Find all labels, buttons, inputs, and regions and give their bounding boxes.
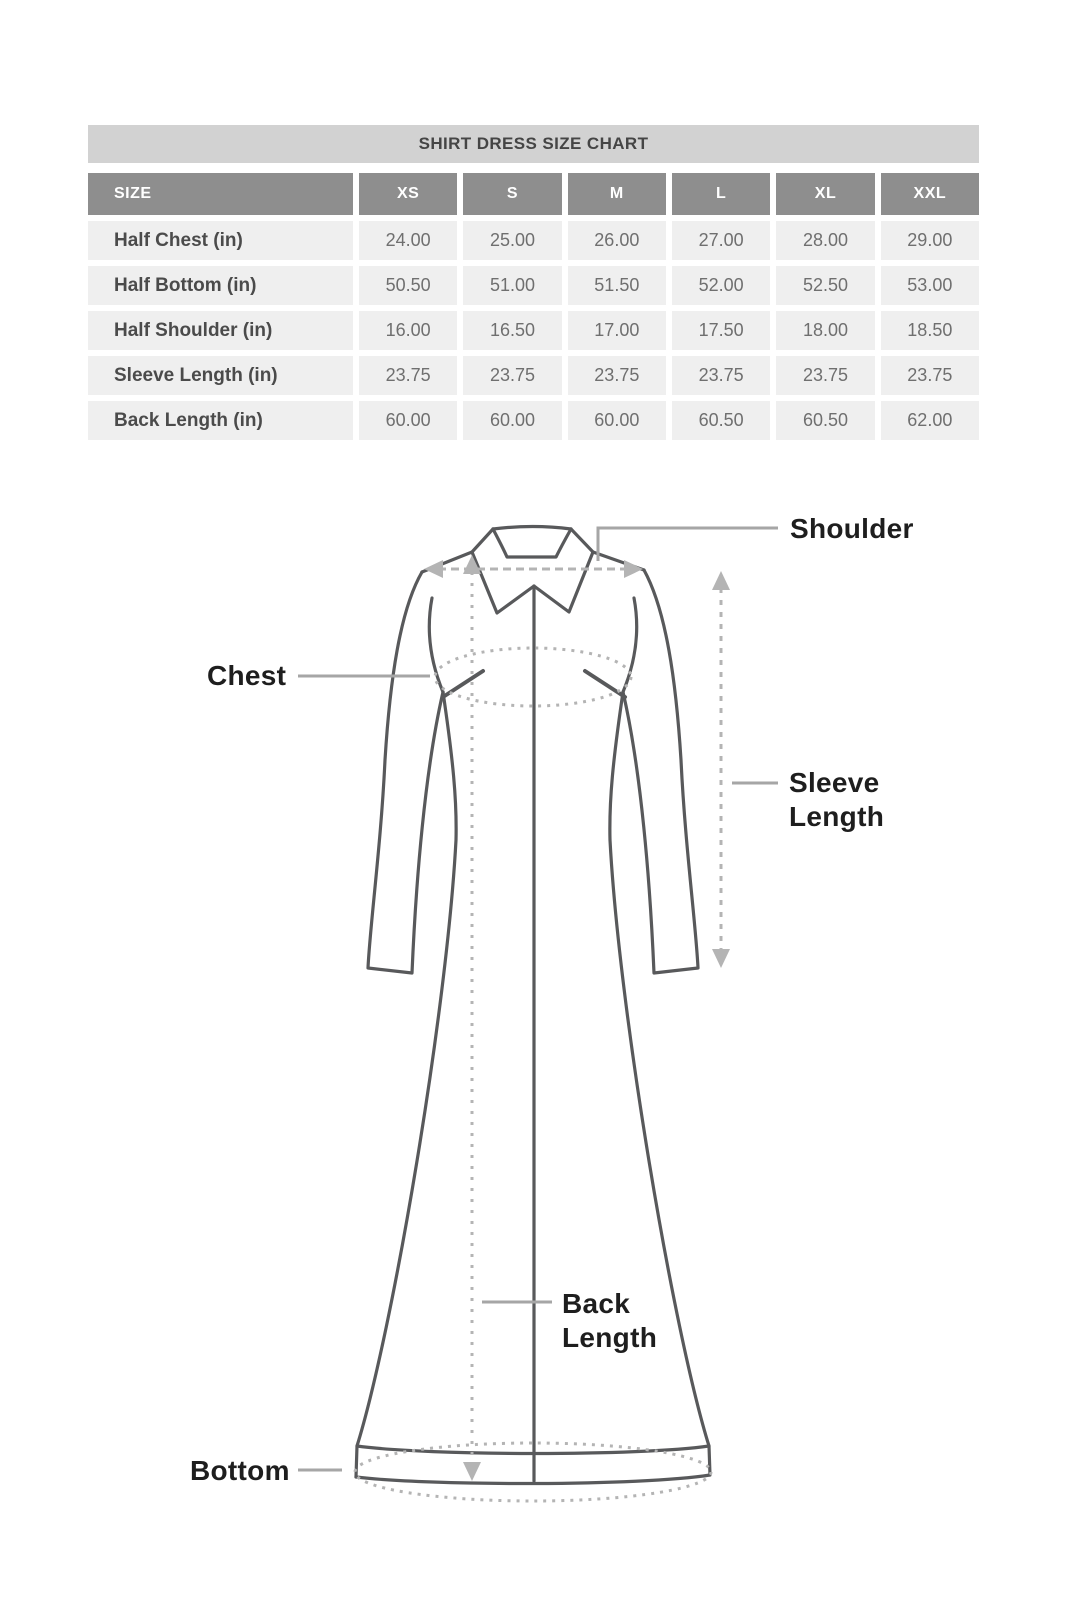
table-cell: 18.00 <box>776 311 874 350</box>
body-right-seam <box>610 692 710 1475</box>
row-label-half-shoulder: Half Shoulder (in) <box>88 311 353 350</box>
table-cell: 52.50 <box>776 266 874 305</box>
table-cell: 62.00 <box>881 401 979 440</box>
left-sleeve <box>368 572 443 973</box>
table-cell: 23.75 <box>881 356 979 395</box>
collar-top <box>493 527 571 530</box>
table-cell: 60.50 <box>672 401 770 440</box>
table-cell: 51.50 <box>568 266 666 305</box>
table-cell: 17.00 <box>568 311 666 350</box>
right-sleeve <box>623 570 698 973</box>
table-cell: 60.50 <box>776 401 874 440</box>
table-cell: 60.00 <box>568 401 666 440</box>
left-armhole <box>429 598 443 692</box>
row-label-half-bottom: Half Bottom (in) <box>88 266 353 305</box>
table-cell: 51.00 <box>463 266 561 305</box>
table-cell: 23.75 <box>463 356 561 395</box>
table-cell: 23.75 <box>568 356 666 395</box>
chart-title: SHIRT DRESS SIZE CHART <box>88 125 979 163</box>
table-cell: 24.00 <box>359 221 457 260</box>
col-header-xxl: XXL <box>881 173 979 215</box>
table-cell: 50.50 <box>359 266 457 305</box>
shoulder-connector <box>598 528 778 561</box>
table-cell: 29.00 <box>881 221 979 260</box>
shoulder-arrow-left <box>424 560 443 578</box>
sleeve-length-label-line1: Sleeve <box>789 767 880 798</box>
table-cell: 23.75 <box>359 356 457 395</box>
back-length-arrow-down <box>463 1462 481 1481</box>
table-cell: 60.00 <box>463 401 561 440</box>
row-label-back-length: Back Length (in) <box>88 401 353 440</box>
label-connectors <box>298 528 778 1470</box>
table-cell: 23.75 <box>776 356 874 395</box>
col-header-xl: XL <box>776 173 874 215</box>
table-cell: 23.75 <box>672 356 770 395</box>
table-cell: 53.00 <box>881 266 979 305</box>
table-cell: 60.00 <box>359 401 457 440</box>
table-cell: 27.00 <box>672 221 770 260</box>
right-bust-dart <box>585 671 625 697</box>
table-cell: 18.50 <box>881 311 979 350</box>
shoulder-arrow-right <box>624 560 643 578</box>
table-cell: 52.00 <box>672 266 770 305</box>
col-header-l: L <box>672 173 770 215</box>
table-cell: 28.00 <box>776 221 874 260</box>
shoulder-label: Shoulder <box>790 513 914 544</box>
table-cell: 26.00 <box>568 221 666 260</box>
bottom-label: Bottom <box>190 1455 290 1486</box>
sleeve-length-arrow-down <box>712 949 730 968</box>
sleeve-length-arrow-up <box>712 571 730 590</box>
table-cell: 16.00 <box>359 311 457 350</box>
table-cell: 17.50 <box>672 311 770 350</box>
body-left-seam <box>356 692 456 1477</box>
left-bust-dart <box>443 671 483 697</box>
table-cell: 16.50 <box>463 311 561 350</box>
col-header-m: M <box>568 173 666 215</box>
table-cell: 25.00 <box>463 221 561 260</box>
collar-neckline <box>493 529 571 557</box>
chest-label: Chest <box>207 660 287 691</box>
sleeve-length-label-line2: Length <box>789 801 885 832</box>
col-header-size: SIZE <box>88 173 353 215</box>
measurement-guides <box>355 569 721 1501</box>
col-header-xs: XS <box>359 173 457 215</box>
row-label-sleeve-length: Sleeve Length (in) <box>88 356 353 395</box>
row-label-half-chest: Half Chest (in) <box>88 221 353 260</box>
back-length-label-line1: Back <box>562 1288 631 1319</box>
back-length-label-line2: Length <box>562 1322 658 1353</box>
col-header-s: S <box>463 173 561 215</box>
